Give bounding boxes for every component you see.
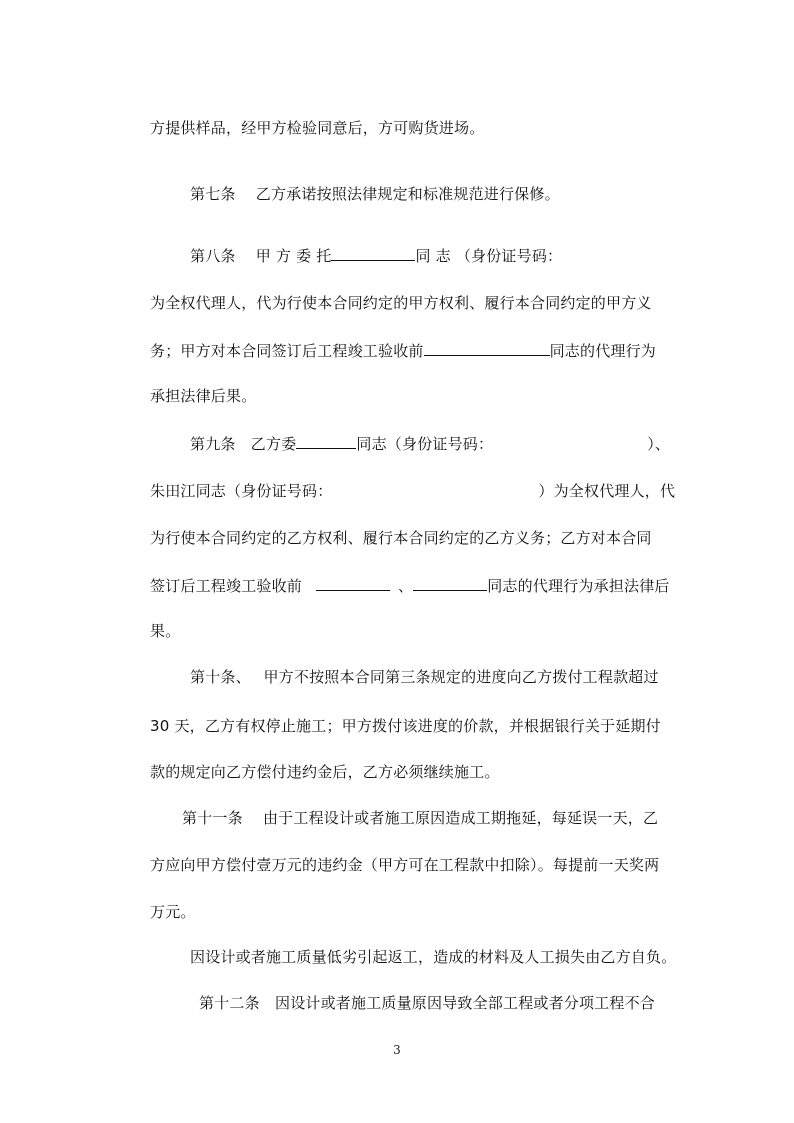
article-7: [190, 184, 560, 204]
article-12: [199, 993, 655, 1013]
text-line: [150, 716, 661, 736]
text-span: 款的规定向乙方偿付违约金后，乙方必须继续施工。: [150, 763, 500, 781]
text-span: 同志的代理行为承担法律后: [487, 577, 670, 595]
text-line: [150, 902, 196, 922]
text-span: 为全权代理人，代为行使本合同约定的甲方权利、履行本合同约定的甲方义: [150, 294, 652, 312]
fill-in-blank[interactable]: [413, 576, 487, 591]
text-span: 30 天，乙方有权停止施工；甲方拨付该进度的价款，并根据银行关于延期付: [150, 717, 661, 735]
fill-in-blank[interactable]: [316, 576, 390, 591]
text-span: 同 志 （身份证号码：: [415, 247, 563, 265]
text-line: [150, 386, 256, 406]
text-span: 万元。: [150, 903, 196, 921]
text-line: [150, 621, 180, 641]
fill-in-blank[interactable]: [296, 434, 356, 449]
text-span: 第十二条 因设计或者施工质量原因导致全部工程或者分项工程不合: [199, 994, 656, 1012]
text-span: 果。: [150, 622, 181, 640]
text-span: 、: [398, 577, 414, 595]
article-11: [182, 808, 658, 828]
text-span: ）为全权代理人，代: [538, 482, 676, 500]
text-span: 方提供样品，经甲方检验同意后，方可购货进场。: [150, 119, 485, 137]
text-span: 第十条、 甲方不按照本合同第三条规定的进度向乙方拨付工程款超过: [190, 668, 659, 686]
text-line: [150, 293, 652, 313]
text-span: 同志的代理行为: [549, 342, 657, 360]
text-line: [150, 481, 675, 501]
text-line: [150, 528, 652, 548]
text-span: 为行使本合同约定的乙方权利、履行本合同约定的乙方义务；乙方对本合同: [150, 529, 652, 547]
text-span: 同志（身份证号码：: [356, 435, 494, 453]
text-line: [150, 576, 670, 596]
text-span: 朱田江同志（身份证号码：: [150, 482, 333, 500]
text-span: 务；甲方对本合同签订后工程竣工验收前: [150, 342, 424, 360]
text-span: 承担法律后果。: [150, 387, 257, 405]
fill-in-blank[interactable]: [331, 246, 415, 261]
text-line: [150, 762, 500, 782]
fill-in-blank[interactable]: [424, 341, 550, 356]
text-span: 第九条 乙方委: [190, 435, 297, 453]
text-span: 第十一条 由于工程设计或者施工原因造成工期拖延，每延误一天，乙: [182, 809, 659, 827]
page-number: 3: [393, 1043, 401, 1057]
text-span: 因设计或者施工质量低劣引起返工，造成的材料及人工损失由乙方自负。: [190, 948, 677, 966]
article-8: [190, 246, 562, 266]
text-span: 第八条 甲 方 委 托: [190, 247, 332, 265]
text-line: [150, 118, 484, 138]
text-line: [190, 947, 676, 967]
text-span: 签订后工程竣工验收前: [150, 577, 303, 595]
text-line: [150, 855, 659, 875]
text-span: 第七条 乙方承诺按照法律规定和标准规范进行保修。: [190, 185, 560, 203]
article-10: [190, 667, 659, 687]
text-line: [150, 341, 656, 361]
text-span: ）、: [647, 435, 671, 453]
article-9: [190, 434, 670, 454]
text-span: 方应向甲方偿付壹万元的违约金（甲方可在工程款中扣除）。每提前一天奖两: [150, 856, 660, 874]
